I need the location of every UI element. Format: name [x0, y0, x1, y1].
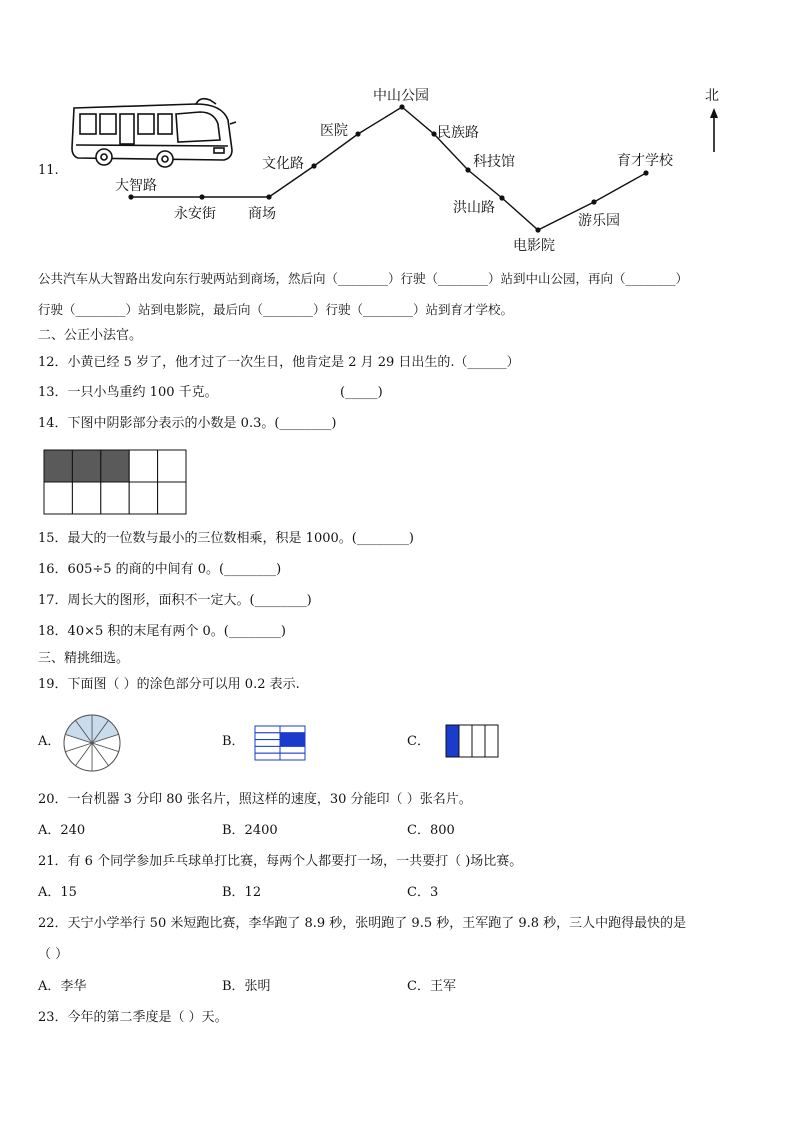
circle-outline	[64, 715, 120, 771]
question-18: 18．40×5 积的末尾有两个 0。(________)	[38, 624, 286, 639]
grid-cell	[280, 740, 305, 747]
label-hospital: 医院	[320, 123, 348, 139]
grid-cell	[158, 482, 186, 514]
question-11-number: 11.	[38, 163, 59, 178]
grid-cell	[280, 746, 305, 753]
grid-cell	[158, 450, 186, 482]
question-13-blank: (_____)	[340, 385, 383, 400]
bus-icon	[72, 99, 236, 167]
circle-sector	[65, 720, 92, 743]
question-20-option-c[interactable]: C．800	[407, 823, 455, 838]
question-11-line-2: 行驶（________）站到电影院，最后向（________）行驶（________）站到育才学校。	[38, 302, 514, 317]
grid-cell	[72, 482, 100, 514]
grid-cell	[44, 482, 72, 514]
question-14: 14．下图中阴影部分表示的小数是 0.3。(________)	[38, 416, 337, 431]
grid-cell	[255, 740, 280, 747]
question-21-option-b[interactable]: B．12	[222, 885, 262, 900]
label-science-museum: 科技馆	[473, 154, 515, 170]
label-yucai-school: 育才学校	[617, 153, 673, 169]
grid-cell	[44, 450, 72, 482]
question-13: 13．一只小鸟重约 100 千克。	[38, 385, 218, 400]
label-amusement-park: 游乐园	[578, 213, 620, 229]
question-15: 15．最大的一位数与最小的三位数相乘，积是 1000。(________)	[38, 531, 414, 546]
question-22-option-b[interactable]: B．张明	[222, 979, 271, 994]
label-minzu-road: 民族路	[437, 125, 479, 141]
grid-cell	[280, 733, 305, 740]
grid-cell	[101, 482, 129, 514]
question-11-line-1: 公共汽车从大智路出发向东行驶两站到商场，然后向（________）行驶（________）站到中山公园，再向（________）	[38, 271, 689, 286]
section-2-heading: 二、公正小法官。	[38, 328, 143, 343]
question-20-option-a[interactable]: A．240	[38, 823, 86, 838]
question-20-stem: 20．一台机器 3 分印 80 张名片，照这样的速度，30 分能印（ ）张名片。	[38, 792, 472, 807]
grid-cell	[129, 482, 157, 514]
section-3-heading: 三、精挑细选。	[38, 651, 130, 666]
grid-cell	[280, 753, 305, 760]
circle-sector	[92, 720, 119, 743]
grid-cell	[129, 450, 157, 482]
question-21-option-a[interactable]: A．15	[38, 885, 77, 900]
bar-strip	[485, 725, 498, 757]
question-22-option-c[interactable]: C．王军	[407, 979, 456, 994]
grid-cell	[72, 450, 100, 482]
north-arrow-icon	[710, 108, 718, 152]
bar-strip	[446, 725, 459, 757]
question-22-option-a[interactable]: A．李华	[38, 979, 87, 994]
question-22-stem: 22．天宁小学举行 50 米短跑比赛，李华跑了 8.9 秒，张明跑了 9.5 秒，王军跑了 9.8 秒，三人中跑得最快的是	[38, 916, 687, 931]
question-16: 16．605÷5 的商的中间有 0。(________)	[38, 562, 282, 577]
question-21-option-c[interactable]: C．3	[407, 885, 439, 900]
bar-strip	[459, 725, 472, 757]
circle-sector	[92, 743, 119, 766]
label-wenhua-road: 文化路	[262, 156, 304, 172]
question-19-option-c[interactable]: C．	[407, 734, 430, 749]
north-label: 北	[705, 88, 719, 104]
circle-sector	[92, 743, 108, 771]
question-17: 17．周长大的图形，面积不一定大。(________)	[38, 593, 312, 608]
circle-sector	[65, 743, 92, 766]
circle-sector	[64, 734, 92, 751]
question-12: 12．小黄已经 5 岁了，他才过了一次生日，他肯定是 2 月 29 日出生的.（______）	[38, 355, 520, 370]
grid-cell	[101, 450, 129, 482]
grid-cell	[255, 726, 280, 733]
label-mall: 商场	[248, 206, 276, 222]
grid-cell	[255, 753, 280, 760]
question-19-stem: 19．下面图（ ）的涂色部分可以用 0.2 表示.	[38, 677, 300, 692]
label-yongan-street: 永安街	[174, 206, 216, 222]
question-22-paren: （ ）	[38, 947, 69, 962]
question-21-stem: 21．有 6 个同学参加乒乓球单打比赛，每两个人都要打一场，一共要打（ )场比赛。	[38, 854, 523, 869]
label-hongshan-road: 洪山路	[453, 200, 495, 216]
label-dazhi-road: 大智路	[115, 178, 157, 194]
circle-sector	[92, 734, 120, 751]
label-cinema: 电影院	[513, 238, 555, 254]
question-23-stem: 23．今年的第二季度是（ ）天。	[38, 1010, 228, 1025]
circle-sector	[76, 743, 92, 771]
circle-sector	[76, 715, 92, 743]
grid-cell	[255, 746, 280, 753]
circle-sector	[92, 715, 108, 743]
route-map	[0, 0, 794, 260]
bar-strip	[472, 725, 485, 757]
question-20-option-b[interactable]: B．2400	[222, 823, 278, 838]
question-19-option-b[interactable]: B．	[222, 734, 245, 749]
label-zhongshan-park: 中山公园	[373, 88, 429, 104]
grid-cell	[255, 733, 280, 740]
grid-cell	[280, 726, 305, 733]
question-19-option-a[interactable]: A．	[38, 734, 61, 749]
